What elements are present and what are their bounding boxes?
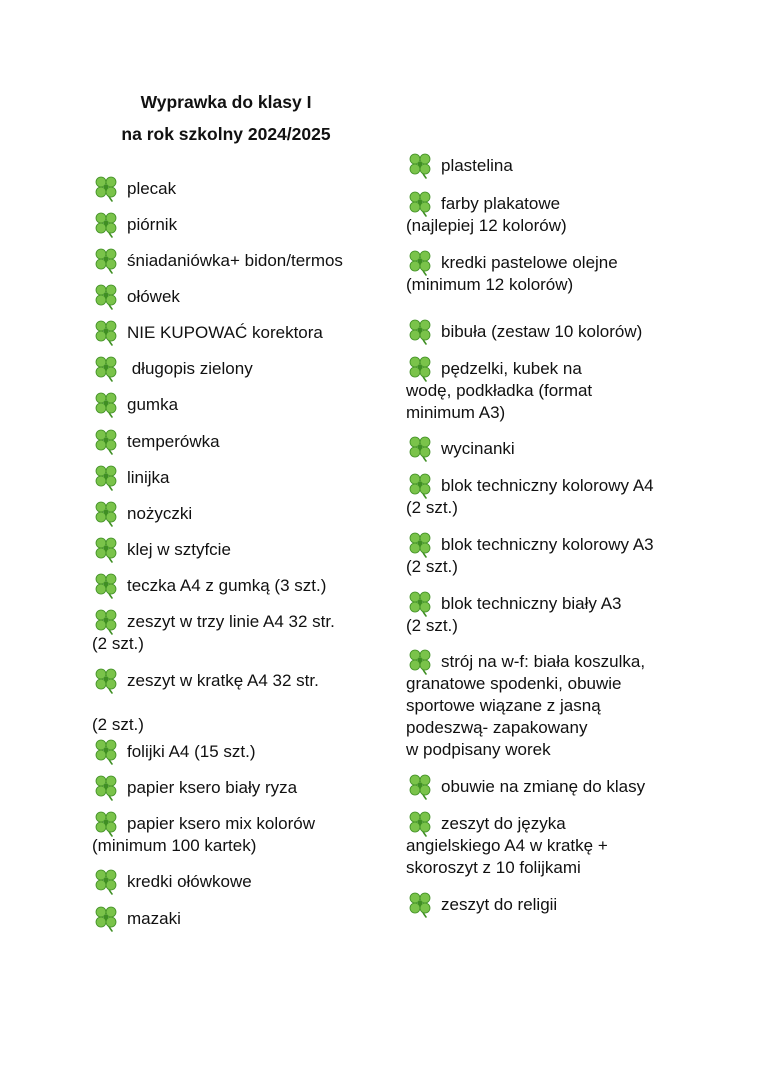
item-label: śniadaniówka+ bidon/termos	[127, 251, 343, 270]
item-label: kredki ołówkowe	[127, 872, 252, 891]
four-leaf-clover-icon	[92, 174, 120, 202]
list-item	[92, 322, 323, 344]
item-label: papier ksero biały ryza	[127, 778, 298, 797]
four-leaf-clover-icon	[92, 354, 120, 382]
four-leaf-clover-icon	[92, 773, 120, 801]
item-label-continuation: granatowe spodenki, obuwie	[406, 674, 622, 693]
list-item	[92, 358, 253, 380]
item-label: folijki A4 (15 szt.)	[127, 742, 256, 761]
list-item	[406, 155, 513, 177]
list-item	[92, 670, 319, 736]
item-label: gumka	[127, 395, 179, 414]
list-item	[406, 651, 645, 761]
list-item	[406, 894, 557, 916]
item-label-continuation: (2 szt.)	[406, 557, 458, 576]
four-leaf-clover-icon	[406, 248, 434, 276]
item-label: obuwie na zmianę do klasy	[441, 777, 646, 796]
four-leaf-clover-icon	[92, 809, 120, 837]
item-label-continuation: angielskiego A4 w kratkę +	[406, 836, 608, 855]
list-item	[92, 214, 177, 236]
list-item	[92, 503, 192, 525]
item-label: blok techniczny kolorowy A3	[441, 535, 654, 554]
list-item	[92, 467, 170, 489]
list-item	[406, 358, 592, 424]
four-leaf-clover-icon	[92, 904, 120, 932]
item-label: ołówek	[127, 287, 180, 306]
list-item	[92, 777, 297, 799]
item-label: farby plakatowe	[441, 194, 561, 213]
item-label: temperówka	[127, 432, 220, 451]
four-leaf-clover-icon	[406, 354, 434, 382]
four-leaf-clover-icon	[92, 607, 120, 635]
item-label-continuation: skoroszyt z 10 folijkami	[406, 858, 581, 877]
list-item	[406, 321, 642, 343]
list-item	[92, 611, 335, 655]
list-item	[406, 193, 567, 237]
list-item	[92, 250, 343, 272]
four-leaf-clover-icon	[92, 210, 120, 238]
item-label: strój na w-f: biała koszulka,	[441, 652, 646, 671]
four-leaf-clover-icon	[92, 571, 120, 599]
list-item	[92, 908, 181, 930]
item-label: teczka A4 z gumką (3 szt.)	[127, 576, 327, 595]
item-label-continuation: (najlepiej 12 kolorów)	[406, 216, 567, 235]
four-leaf-clover-icon	[92, 499, 120, 527]
list-item	[406, 813, 608, 879]
four-leaf-clover-icon	[406, 189, 434, 217]
item-label: NIE KUPOWAĆ korektora	[127, 323, 323, 342]
item-label: papier ksero mix kolorów	[127, 814, 316, 833]
list-item	[92, 431, 220, 453]
item-label: wycinanki	[441, 439, 515, 458]
item-label: zeszyt do religii	[441, 895, 558, 914]
list-item	[406, 252, 618, 296]
list-item	[406, 534, 654, 578]
four-leaf-clover-icon	[92, 463, 120, 491]
list-item	[406, 593, 622, 637]
item-label-continuation: (minimum 12 kolorów)	[406, 275, 574, 294]
item-label-continuation: minimum A3)	[406, 403, 506, 422]
item-label-continuation: podeszwą- zapakowany	[406, 718, 588, 737]
list-item	[92, 575, 326, 597]
four-leaf-clover-icon	[406, 772, 434, 800]
four-leaf-clover-icon	[92, 867, 120, 895]
item-label-continuation: sportowe wiązane z jasną	[406, 696, 601, 715]
item-label-continuation: (minimum 100 kartek)	[92, 836, 257, 855]
list-item	[406, 438, 515, 460]
item-label: zeszyt w trzy linie A4 32 str.	[127, 612, 335, 631]
item-label: pędzelki, kubek na	[441, 359, 582, 378]
list-item	[92, 178, 176, 200]
four-leaf-clover-icon	[406, 809, 434, 837]
item-label: kredki pastelowe olejne	[441, 253, 618, 272]
item-label: zeszyt do języka	[441, 814, 566, 833]
four-leaf-clover-icon	[92, 390, 120, 418]
list-item	[92, 871, 252, 893]
four-leaf-clover-icon	[92, 318, 120, 346]
list-item	[92, 741, 256, 763]
item-label: mazaki	[127, 909, 181, 928]
four-leaf-clover-icon	[406, 317, 434, 345]
document-title: Wyprawka do klasy I	[140, 92, 312, 112]
item-label: blok techniczny biały A3	[441, 594, 622, 613]
item-label: piórnik	[127, 215, 178, 234]
list-item	[92, 813, 315, 857]
four-leaf-clover-icon	[406, 151, 434, 179]
item-label: blok techniczny kolorowy A4	[441, 476, 654, 495]
list-item	[406, 776, 645, 798]
item-label-continuation: wodę, podkładka (format	[406, 381, 593, 400]
four-leaf-clover-icon	[406, 434, 434, 462]
four-leaf-clover-icon	[406, 589, 434, 617]
four-leaf-clover-icon	[92, 246, 120, 274]
item-label: bibuła (zestaw 10 kolorów)	[441, 322, 643, 341]
document-subtitle: na rok szkolny 2024/2025	[121, 124, 331, 144]
four-leaf-clover-icon	[92, 535, 120, 563]
four-leaf-clover-icon	[406, 471, 434, 499]
four-leaf-clover-icon	[92, 737, 120, 765]
list-item	[92, 539, 231, 561]
item-label: długopis zielony	[127, 359, 253, 378]
list-item	[92, 286, 180, 308]
four-leaf-clover-icon	[406, 530, 434, 558]
four-leaf-clover-icon	[92, 427, 120, 455]
four-leaf-clover-icon	[406, 647, 434, 675]
item-label-continuation: (2 szt.)	[92, 715, 144, 734]
four-leaf-clover-icon	[92, 666, 120, 694]
item-label: linijka	[127, 468, 170, 487]
item-label: plastelina	[441, 156, 513, 175]
item-label-continuation: (2 szt.)	[406, 498, 458, 517]
item-label-continuation: (2 szt.)	[406, 616, 458, 635]
item-label-continuation: w podpisany worek	[406, 740, 551, 759]
four-leaf-clover-icon	[92, 282, 120, 310]
item-label: klej w sztyfcie	[127, 540, 231, 559]
item-label: nożyczki	[127, 504, 193, 523]
item-label: zeszyt w kratkę A4 32 str.	[127, 671, 319, 690]
list-item	[92, 394, 178, 416]
item-label-continuation	[92, 692, 319, 714]
item-label-continuation: (2 szt.)	[92, 634, 144, 653]
list-item	[406, 475, 654, 519]
four-leaf-clover-icon	[406, 890, 434, 918]
item-label: plecak	[127, 179, 177, 198]
